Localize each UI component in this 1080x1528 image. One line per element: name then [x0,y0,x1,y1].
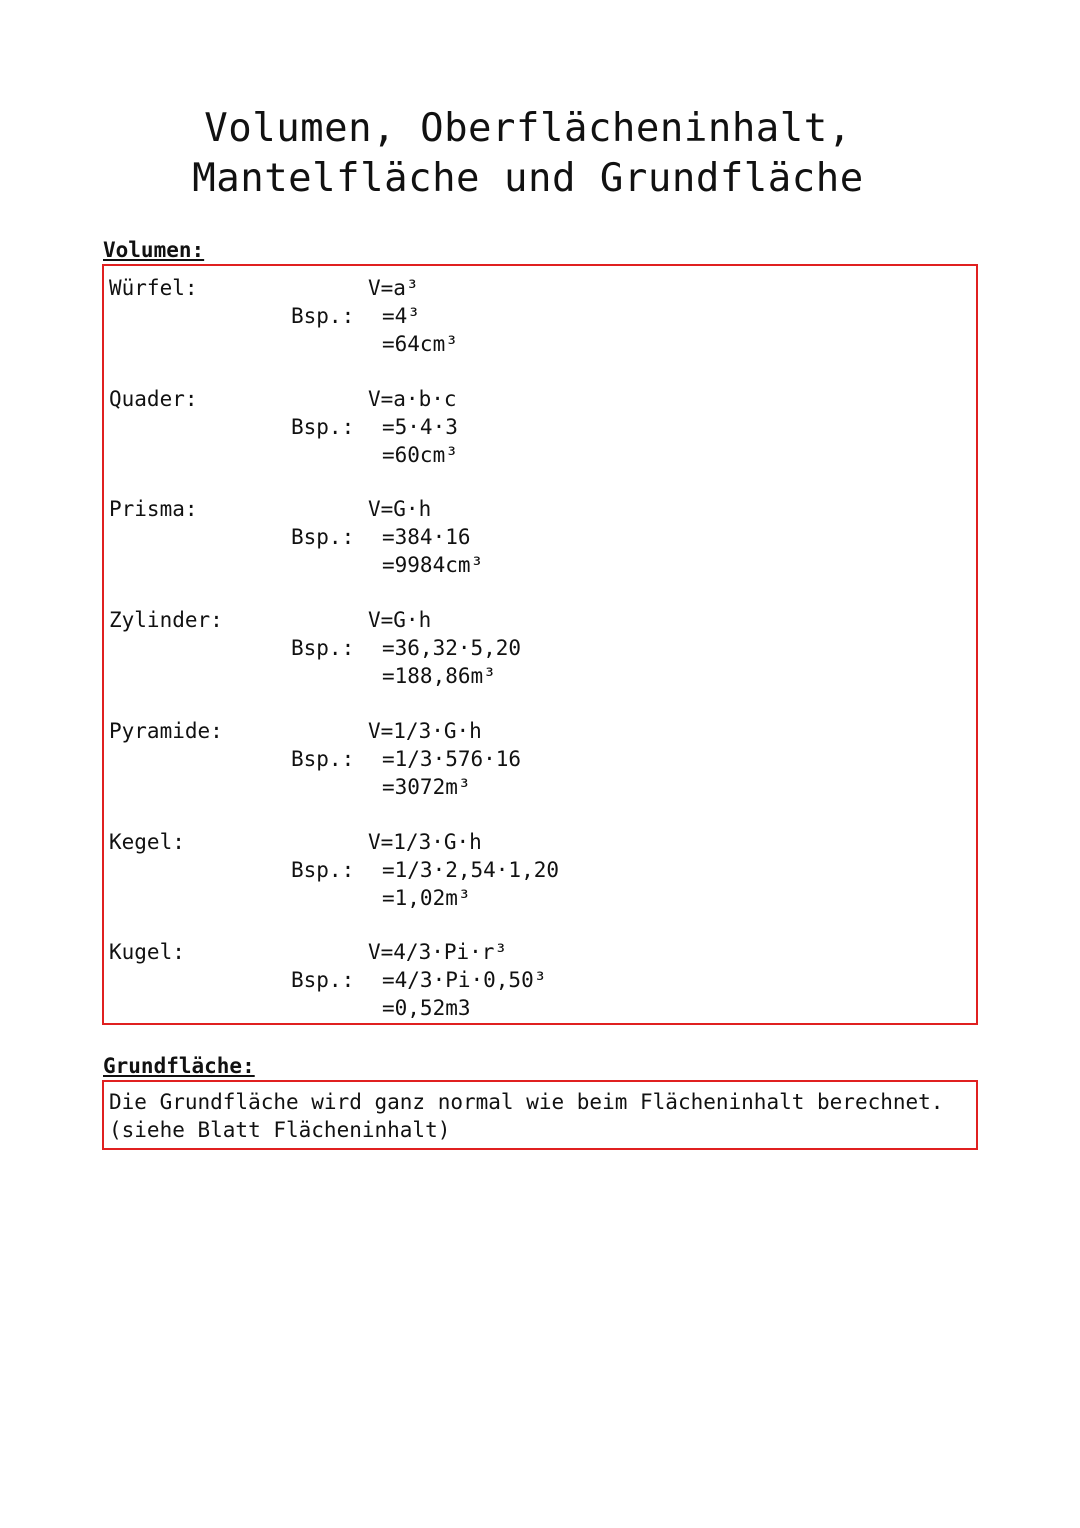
shape-name: Zylinder: [109,608,223,632]
volume-formula: V=a³ [368,276,419,300]
shape-wuerfel [104,266,976,366]
example-label: Bsp.: [291,415,355,439]
example-label: Bsp.: [291,525,355,549]
example-label: Bsp.: [291,858,355,882]
example-result: =1,02m³ [382,886,471,910]
example-result: =0,52m3 [382,996,471,1020]
volume-formula: V=a·b·c [368,387,457,411]
example-result: =64cm³ [382,332,458,356]
example-result: =9984cm³ [382,553,484,577]
volume-formula: V=G·h [368,608,432,632]
page-title-line-2: Mantelfläche und Grundfläche [192,156,864,201]
shape-name: Kugel: [109,940,185,964]
shape-pyramide [104,709,976,809]
example-calculation: =384·16 [382,525,471,549]
example-calculation: =1/3·2,54·1,20 [382,858,560,882]
example-calculation: =1/3·576·16 [382,747,522,771]
shape-prisma [104,487,976,587]
shape-kegel [104,820,976,920]
shape-name: Kegel: [109,830,185,854]
example-result: =60cm³ [382,443,458,467]
grundflaeche-text-line-2: (siehe Blatt Flächeninhalt) [109,1118,451,1142]
volume-formula: V=4/3·Pi·r³ [368,940,508,964]
volume-formula: V=G·h [368,497,432,521]
shape-kugel [104,930,976,1030]
shape-name: Würfel: [109,276,198,300]
volume-formula: V=1/3·G·h [368,830,482,854]
example-label: Bsp.: [291,968,355,992]
shape-name: Prisma: [109,497,198,521]
volume-formula: V=1/3·G·h [368,719,482,743]
page-title-line-1: Volumen, Oberflächeninhalt, [204,106,852,151]
example-calculation: =5·4·3 [382,415,458,439]
example-result: =3072m³ [382,775,471,799]
shape-zylinder [104,598,976,698]
example-result: =188,86m³ [382,664,496,688]
shape-name: Pyramide: [109,719,223,743]
example-label: Bsp.: [291,304,355,328]
example-label: Bsp.: [291,747,355,771]
shape-quader [104,377,976,477]
example-label: Bsp.: [291,636,355,660]
grundflaeche-text-line-1: Die Grundfläche wird ganz normal wie beim Flächeninhalt berechnet. [109,1090,944,1114]
shape-name: Quader: [109,387,198,411]
volumen-heading: Volumen: [103,238,205,262]
volumen-box [102,264,978,1025]
example-calculation: =36,32·5,20 [382,636,522,660]
grundflaeche-heading: Grundfläche: [103,1054,255,1078]
grundflaeche-box [102,1080,978,1150]
example-calculation: =4³ [382,304,420,328]
page-title [0,104,1056,204]
example-calculation: =4/3·Pi·0,50³ [382,968,547,992]
